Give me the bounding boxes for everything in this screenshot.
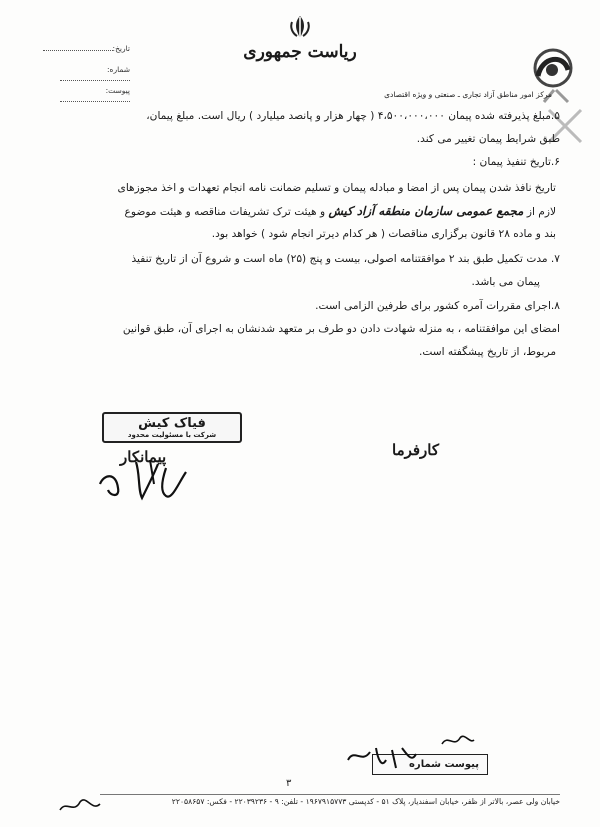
initial-mark-icon — [438, 730, 478, 750]
page-number: ۳ — [286, 778, 292, 789]
clause-7-line-2: پیمان می باشد. — [471, 276, 540, 288]
footer-divider — [100, 794, 560, 795]
clause-6-line-1: تاریخ نافذ شدن پیمان پس از امضا و مبادله پیمان و تسلیم ضمانت نامه انجام تعهدات و اخذ مجوزهای — [117, 182, 556, 194]
org-subtitle: مرکز امور مناطق آزاد تجاری ـ صنعتی و ویژه اقتصادی — [384, 90, 552, 99]
company-stamp — [102, 412, 242, 443]
employer-label: کارفرما — [392, 441, 440, 459]
clause-5-line-1: ۵.مبلغ پذیرفته شده پیمان ۴،۵۰۰،۰۰۰،۰۰۰ ( چهار هزار و پانصد میلیارد ) ریال است. مبلغ پیمان، — [146, 110, 560, 122]
closing-line-1: امضای این موافقتنامه ، به منزله شهادت دادن دو طرف بر متعهد شدنشان به اجرای آن، طبق قوانین — [122, 323, 560, 335]
clause-6-line-2 — [125, 203, 556, 221]
clause-7-line-1: ۷. مدت تکمیل طبق بند ۲ موافقتنامه اصولی، بیست و پنج (۲۵) ماه است و شروع آن از تاریخ تنفیذ — [131, 253, 560, 265]
date-label: تاریخ: — [112, 44, 130, 53]
footer-address: خیابان ولی عصر، بالاتر از ظفر، خیابان اسفندیار، پلاک ۵۱ - کدپستی ۱۹۶۷۹۱۵۷۷۳ - تلفن: ۹ - ۲۲۰۳۹۲۳۶ - فکس: ۲۲۰۵۸۶۵۷ — [171, 797, 560, 806]
clause-6-heading: ۶.تاریخ تنفیذ پیمان : — [472, 156, 560, 168]
attachment-number-label: پیوست شماره — [409, 759, 479, 770]
handwritten-number-icon — [342, 738, 422, 778]
number-field — [38, 65, 130, 83]
clause-6-line-3: بند و ماده ۲۸ قانون برگزاری مناقصات ( هر کدام دیرتر انجام شود ) خواهد بود. — [211, 228, 556, 240]
closing-line-2: مربوط، از تاریخ پیشگفته است. — [418, 346, 556, 358]
clause-6-line-2-post: و هیئت ترک تشریفات مناقصه و هیئت موضوع — [124, 206, 326, 218]
clause-8: ۸.اجرای مقررات آمره کشور برای طرفین الزامی است. — [315, 300, 560, 312]
stamp-company-type: شرکت با مسئولیت محدود — [127, 431, 217, 439]
contractor-signature-icon — [96, 454, 206, 504]
contractor-label: پیمانکار — [120, 448, 167, 466]
number-label: شماره: — [107, 65, 130, 74]
stamp-company-name: فیاک کیش — [138, 416, 206, 431]
clause-5-line-2: طبق شرایط پیمان تغییر می کند. — [416, 133, 560, 145]
date-field — [38, 44, 130, 53]
org-title: ریاست جمهوری — [243, 42, 357, 62]
footer-initial-icon — [56, 790, 106, 820]
clause-6-line-2-pre: لازم از — [526, 206, 556, 218]
iran-emblem-icon — [287, 14, 313, 40]
attachment-label: پیوست: — [105, 86, 130, 95]
kish-assembly-emphasis: مجمع عمومی سازمان منطقه آزاد کیش — [328, 204, 524, 218]
attachment-field — [38, 86, 130, 104]
